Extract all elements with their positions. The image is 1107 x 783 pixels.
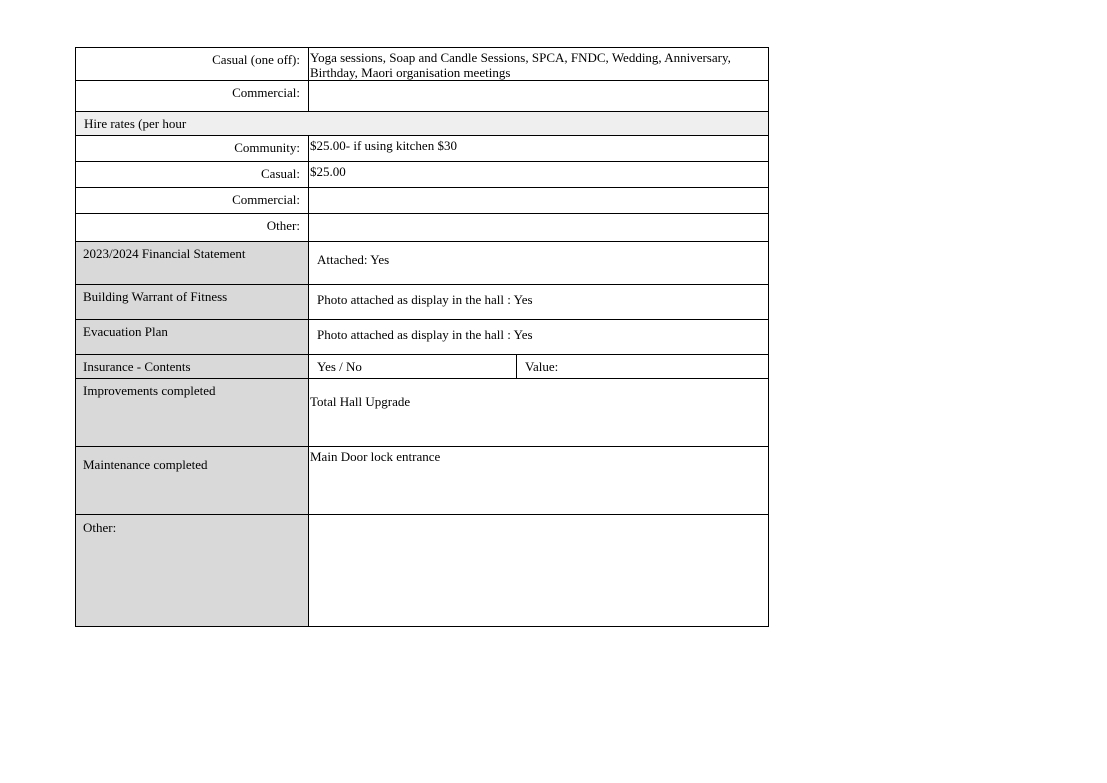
- improvements-label: Improvements completed: [76, 379, 309, 447]
- usage-casual-value: Yoga sessions, Soap and Candle Sessions, SPCA, FNDC, Wedding, Anniversary, Birthday, Maori organisation meetings: [309, 48, 769, 81]
- evacuation-plan-row: [76, 320, 769, 355]
- usage-casual-label: Casual (one off):: [76, 48, 309, 81]
- usage-commercial-value: [309, 81, 769, 112]
- hire-rate-row: [76, 162, 769, 188]
- hire-rate-other-value: [309, 214, 769, 242]
- maintenance-label: Maintenance completed: [76, 447, 309, 515]
- hire-rate-commercial-value: [309, 188, 769, 214]
- insurance-yes-no: Yes / No: [309, 355, 517, 379]
- improvements-value: Total Hall Upgrade: [309, 379, 769, 447]
- other-value: [309, 515, 769, 627]
- financial-statement-label: 2023/2024 Financial Statement: [76, 242, 309, 285]
- hall-information-form: [75, 47, 769, 627]
- warrant-of-fitness-label: Building Warrant of Fitness: [76, 285, 309, 320]
- warrant-of-fitness-value: Photo attached as display in the hall : Yes: [309, 285, 769, 320]
- usage-casual-row: [76, 48, 769, 81]
- hire-rates-heading: Hire rates (per hour: [76, 112, 769, 136]
- usage-commercial-label: Commercial:: [76, 81, 309, 112]
- hire-rate-row: [76, 188, 769, 214]
- other-row: [76, 515, 769, 627]
- hire-rate-other-label: Other:: [76, 214, 309, 242]
- improvements-row: [76, 379, 769, 447]
- warrant-of-fitness-row: [76, 285, 769, 320]
- insurance-row: [76, 355, 769, 379]
- evacuation-plan-value: Photo attached as display in the hall : Yes: [309, 320, 769, 355]
- insurance-label: Insurance - Contents: [76, 355, 309, 379]
- hire-rate-community-label: Community:: [76, 136, 309, 162]
- maintenance-row: [76, 447, 769, 515]
- financial-statement-row: [76, 242, 769, 285]
- hire-rate-casual-value: $25.00: [309, 162, 769, 188]
- insurance-value-label: Value:: [517, 355, 769, 379]
- hire-rate-commercial-label: Commercial:: [76, 188, 309, 214]
- hire-rate-casual-label: Casual:: [76, 162, 309, 188]
- maintenance-value: Main Door lock entrance: [309, 447, 769, 515]
- usage-commercial-row: [76, 81, 769, 112]
- evacuation-plan-label: Evacuation Plan: [76, 320, 309, 355]
- hire-rate-community-value: $25.00- if using kitchen $30: [309, 136, 769, 162]
- hire-rate-row: [76, 214, 769, 242]
- other-label: Other:: [76, 515, 309, 627]
- financial-statement-value: Attached: Yes: [309, 242, 769, 285]
- hire-rate-row: [76, 136, 769, 162]
- hire-rates-heading-row: [76, 112, 769, 136]
